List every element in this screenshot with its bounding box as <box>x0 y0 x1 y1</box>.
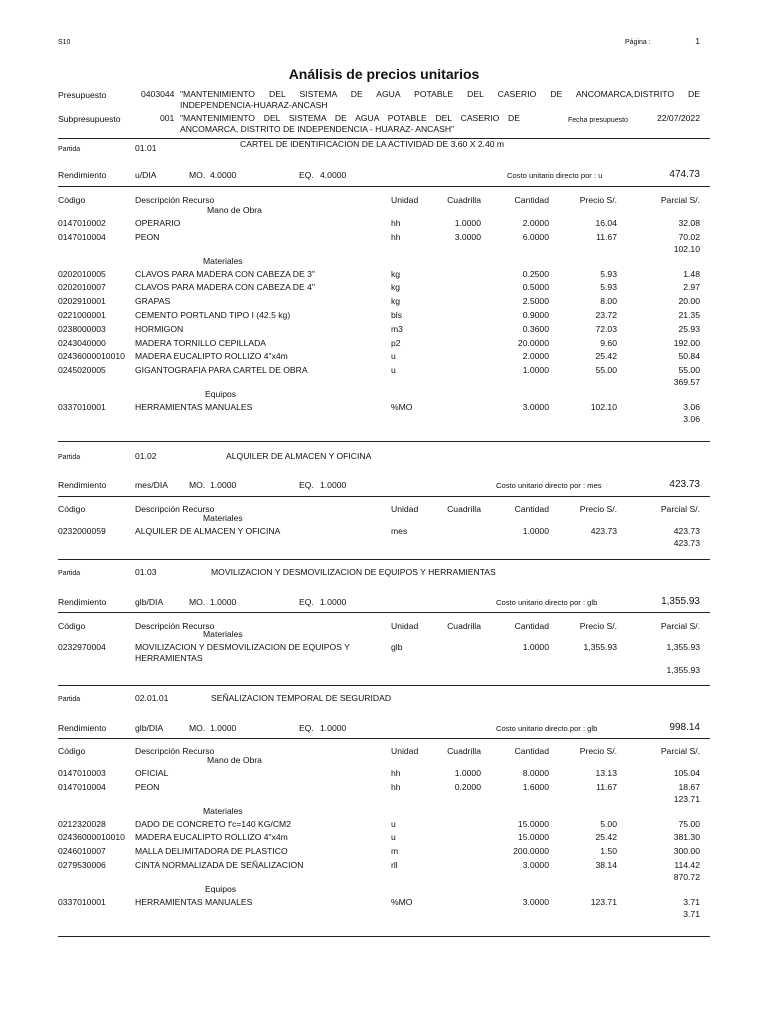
row-description: HORMIGON <box>135 323 184 334</box>
eq-value: 1.0000 <box>320 480 347 490</box>
column-header-cantidad: Cantidad <box>514 195 549 205</box>
page-title: Análisis de precios unitarios <box>288 66 480 82</box>
row-code: 0147010004 <box>58 231 106 242</box>
partida-code: 01.03 <box>135 567 157 577</box>
row-cantidad: 1.0000 <box>522 526 549 536</box>
row-cantidad: 3.0000 <box>522 860 549 870</box>
row-description: PEON <box>135 781 160 792</box>
column-header-codigo: Código <box>58 746 86 756</box>
row-cantidad: 6.0000 <box>522 231 549 242</box>
partida-label: Partida <box>58 570 81 577</box>
row-precio: 5.93 <box>600 282 617 293</box>
group-subtotal: 102.10 <box>673 243 700 254</box>
row-precio: 5.00 <box>600 818 617 829</box>
row-description: PEON <box>135 231 160 242</box>
row-parcial: 32.08 <box>678 218 700 228</box>
row-precio: 25.42 <box>595 351 617 362</box>
row-parcial: 114.42 <box>674 860 700 870</box>
row-unit: m3 <box>391 323 403 334</box>
group-name: Equipos <box>205 883 237 894</box>
row-description: MADERA EUCALIPTO ROLLIZO 4"x4m <box>135 832 288 843</box>
rendimiento-divider <box>58 186 710 187</box>
rendimiento-unit: glb/DIA <box>135 597 164 607</box>
row-parcial: 300.00 <box>673 846 700 857</box>
row-precio: 13.13 <box>595 768 617 778</box>
group-name: Materiales <box>203 805 243 816</box>
partida-divider <box>58 685 710 686</box>
row-cantidad: 200.0000 <box>513 846 549 857</box>
row-precio: 16.04 <box>595 218 617 228</box>
column-header-precio: Precio S/. <box>579 504 617 514</box>
row-code: 0202910001 <box>58 296 106 307</box>
column-header-precio: Precio S/. <box>579 746 617 756</box>
row-unit: u <box>391 365 396 376</box>
partida-name: CARTEL DE IDENTIFICACION DE LA ACTIVIDAD DE 3.60 X 2.40 m <box>240 139 505 149</box>
row-code: 0202010007 <box>58 282 106 293</box>
column-header-cuadrilla: Cuadrilla <box>447 195 481 205</box>
row-precio: 72.03 <box>595 323 617 334</box>
row-code: 0202010005 <box>58 268 106 279</box>
row-code: 0212320028 <box>58 818 106 829</box>
row-unit: rll <box>391 860 398 870</box>
row-cantidad: 2.0000 <box>522 218 549 228</box>
row-precio: 23.72 <box>595 310 617 320</box>
column-header-parcial: Parcial S/. <box>660 195 700 205</box>
column-header-descripcion: Descripción Recurso <box>135 746 215 756</box>
row-cantidad: 1.6000 <box>522 781 549 792</box>
presupuesto-description-cont: INDEPENDENCIA-HUARAZ-ANCASH <box>180 100 328 110</box>
column-header-unidad: Unidad <box>391 195 419 205</box>
row-code: 0246010007 <box>58 846 106 857</box>
row-unit: mes <box>391 526 408 536</box>
eq-label: EQ. <box>299 597 314 607</box>
subpresupuesto-label: Subpresupuesto <box>58 114 121 124</box>
row-cantidad: 15.0000 <box>517 818 549 829</box>
row-parcial: 55.00 <box>678 365 700 376</box>
row-code: 0232000059 <box>58 526 106 536</box>
row-cantidad: 0.9000 <box>522 310 549 320</box>
row-cantidad: 3.0000 <box>522 402 549 412</box>
costo-unitario-value: 423.73 <box>669 479 700 490</box>
row-cantidad: 2.5000 <box>522 296 549 307</box>
row-precio: 1,355.93 <box>583 642 617 652</box>
mo-label: MO. <box>189 480 206 490</box>
row-precio: 9.60 <box>600 337 617 348</box>
subpresupuesto-description-cont: ANCOMARCA, DISTRITO DE INDEPENDENCIA - HUARAZ- ANCASH" <box>180 124 455 134</box>
row-cuadrilla: 1.0000 <box>454 218 481 228</box>
column-header-parcial: Parcial S/. <box>660 746 700 756</box>
row-unit: p2 <box>391 337 401 348</box>
partida-divider <box>58 559 710 560</box>
row-precio: 8.00 <box>600 296 617 307</box>
partida-label: Partida <box>58 454 81 461</box>
eq-label: EQ. <box>299 480 314 490</box>
row-precio: 38.14 <box>595 860 617 870</box>
partida-divider <box>58 441 710 442</box>
partida-code: 01.01 <box>135 143 157 153</box>
page-number: 1 <box>695 36 700 46</box>
row-cantidad: 20.0000 <box>517 337 549 348</box>
mo-label: MO. <box>189 597 206 607</box>
column-header-cuadrilla: Cuadrilla <box>447 621 481 631</box>
row-description: GRAPAS <box>135 296 171 307</box>
column-header-descripcion: Descripción Recurso <box>135 195 215 205</box>
row-description: GIGANTOGRAFIA PARA CARTEL DE OBRA <box>135 365 308 376</box>
row-code: 0232970004 <box>58 642 106 652</box>
row-unit: u <box>391 832 396 843</box>
partida-name: MOVILIZACION Y DESMOVILIZACION DE EQUIPOS Y HERRAMIENTAS <box>211 567 496 577</box>
row-precio: 5.93 <box>600 268 617 279</box>
row-unit: hh <box>391 768 401 778</box>
row-code: 0245020005 <box>58 365 106 376</box>
column-header-cuadrilla: Cuadrilla <box>447 746 481 756</box>
group-name: Materiales <box>203 629 243 639</box>
column-header-cuadrilla: Cuadrilla <box>447 504 481 514</box>
column-header-codigo: Código <box>58 504 86 514</box>
row-parcial: 50.84 <box>678 351 700 362</box>
costo-unitario-value: 998.14 <box>669 722 700 733</box>
row-code: 0147010002 <box>58 218 106 228</box>
row-precio: 102.10 <box>590 402 617 412</box>
rendimiento-label: Rendimiento <box>58 723 107 733</box>
group-name: Mano de Obra <box>207 205 262 215</box>
row-precio: 25.42 <box>595 832 617 843</box>
row-unit: kg <box>391 282 401 293</box>
row-cantidad: 1.0000 <box>522 642 549 652</box>
fecha-label: Fecha presupuesto <box>568 117 628 124</box>
row-cuadrilla: 0.2000 <box>454 781 481 792</box>
presupuesto-description: "MANTENIMIENTO DEL SISTEMA DE AGUA POTABLE DEL CASERIO DE ANCOMARCA,DISTRITO DE <box>180 89 700 99</box>
row-code: 0243040000 <box>58 337 106 348</box>
row-precio: 1.50 <box>600 846 617 857</box>
row-unit: %MO <box>391 896 413 907</box>
rendimiento-unit: mes/DIA <box>135 480 168 490</box>
rendimiento-divider <box>58 738 710 739</box>
column-header-parcial: Parcial S/. <box>660 621 700 631</box>
column-header-codigo: Código <box>58 621 86 631</box>
eq-label: EQ. <box>299 170 314 180</box>
report-code: S10 <box>58 39 71 46</box>
group-subtotal: 3.71 <box>683 908 700 919</box>
partida-label: Partida <box>58 696 81 703</box>
presupuesto-code: 0403044 <box>141 89 175 99</box>
row-parcial: 1,355.93 <box>666 642 700 652</box>
column-header-unidad: Unidad <box>391 504 419 514</box>
costo-unitario-label: Costo unitario directo por : glb <box>496 724 598 733</box>
subpresupuesto-description: "MANTENIMIENTO DEL SISTEMA DE AGUA POTABLE DEL CASERIO DE <box>180 113 520 123</box>
partida-name: SEÑALIZACION TEMPORAL DE SEGURIDAD <box>211 693 392 703</box>
row-cantidad: 15.0000 <box>517 832 549 843</box>
row-parcial: 3.06 <box>683 402 700 412</box>
row-cantidad: 0.2500 <box>522 268 549 279</box>
costo-unitario-value: 1,355.93 <box>661 596 700 607</box>
mo-value: 1.0000 <box>210 597 237 607</box>
column-header-cantidad: Cantidad <box>514 621 549 631</box>
row-parcial: 105.04 <box>673 768 700 778</box>
row-description: CLAVOS PARA MADERA CON CABEZA DE 3" <box>135 268 315 279</box>
row-unit: hh <box>391 218 401 228</box>
group-subtotal: 3.06 <box>683 413 700 424</box>
row-description: OFICIAL <box>135 768 169 778</box>
row-description: MADERA TORNILLO CEPILLADA <box>135 337 267 348</box>
mo-label: MO. <box>189 170 206 180</box>
row-unit: hh <box>391 231 401 242</box>
column-header-precio: Precio S/. <box>579 621 617 631</box>
row-cuadrilla: 3.0000 <box>454 231 481 242</box>
partida-label: Partida <box>58 146 81 153</box>
row-description: CINTA NORMALIZADA DE SEÑALIZACION <box>135 860 304 870</box>
row-description: HERRAMIENTAS MANUALES <box>135 402 253 412</box>
row-parcial: 2.97 <box>683 282 700 293</box>
page-label: Página : <box>625 39 651 46</box>
row-parcial: 423.73 <box>673 526 700 536</box>
rendimiento-label: Rendimiento <box>58 170 107 180</box>
row-cantidad: 8.0000 <box>522 768 549 778</box>
column-header-descripcion: Descripción Recurso <box>135 621 215 631</box>
row-precio: 11.67 <box>596 781 617 792</box>
row-precio: 11.67 <box>596 231 617 242</box>
rendimiento-unit: glb/DIA <box>135 723 164 733</box>
row-description: HERRAMIENTAS MANUALES <box>135 896 253 907</box>
eq-label: EQ. <box>299 723 314 733</box>
group-subtotal: 423.73 <box>673 537 700 548</box>
presupuesto-label: Presupuesto <box>58 90 107 100</box>
row-code: 0221000001 <box>58 310 106 320</box>
row-code: 0238000003 <box>58 323 106 334</box>
row-unit: %MO <box>391 402 413 412</box>
row-description: MALLA DELIMITADORA DE PLASTICO <box>135 846 288 857</box>
eq-value: 1.0000 <box>320 597 347 607</box>
group-name: Equipos <box>205 389 237 399</box>
row-cantidad: 0.3600 <box>522 323 549 334</box>
group-subtotal: 123.71 <box>673 793 700 804</box>
column-header-cantidad: Cantidad <box>514 746 549 756</box>
row-parcial: 20.00 <box>678 296 700 307</box>
row-unit: u <box>391 818 396 829</box>
row-parcial: 18.67 <box>678 781 700 792</box>
partida-code: 02.01.01 <box>135 693 169 703</box>
row-parcial: 192.00 <box>673 337 700 348</box>
column-header-parcial: Parcial S/. <box>660 504 700 514</box>
mo-value: 1.0000 <box>210 723 237 733</box>
row-unit: hh <box>391 781 401 792</box>
rendimiento-divider <box>58 496 710 497</box>
row-description: CEMENTO PORTLAND TIPO I (42.5 kg) <box>135 310 291 320</box>
mo-label: MO. <box>189 723 206 733</box>
group-name: Materiales <box>203 255 243 266</box>
group-subtotal: 1,355.93 <box>666 664 700 675</box>
rendimiento-unit: u/DIA <box>135 170 157 180</box>
row-parcial: 75.00 <box>678 818 700 829</box>
mo-value: 4.0000 <box>210 170 237 180</box>
column-header-precio: Precio S/. <box>579 195 617 205</box>
column-header-unidad: Unidad <box>391 621 419 631</box>
row-cantidad: 2.0000 <box>522 351 549 362</box>
row-parcial: 25.93 <box>678 323 700 334</box>
group-subtotal: 870.72 <box>673 871 700 882</box>
rendimiento-label: Rendimiento <box>58 597 107 607</box>
row-cuadrilla: 1.0000 <box>454 768 481 778</box>
row-parcial: 381.30 <box>673 832 700 843</box>
row-unit: bls <box>391 310 402 320</box>
eq-value: 4.0000 <box>320 170 347 180</box>
row-precio: 423.73 <box>590 526 617 536</box>
row-description: MADERA EUCALIPTO ROLLIZO 4"x4m <box>135 351 288 362</box>
row-unit: glb <box>391 642 403 652</box>
fecha-value: 22/07/2022 <box>656 113 700 123</box>
row-cantidad: 3.0000 <box>522 896 549 907</box>
column-header-descripcion: Descripción Recurso <box>135 504 215 514</box>
row-cantidad: 0.5000 <box>522 282 549 293</box>
row-unit: m <box>391 846 399 857</box>
row-unit: kg <box>391 268 401 279</box>
row-unit: u <box>391 351 396 362</box>
row-code: 0337010001 <box>58 896 106 907</box>
mo-value: 1.0000 <box>210 480 237 490</box>
partida-code: 01.02 <box>135 451 157 461</box>
subpresupuesto-code: 001 <box>160 113 175 123</box>
row-precio: 123.71 <box>590 896 617 907</box>
row-parcial: 21.35 <box>678 310 700 320</box>
row-code: 02436000010010 <box>58 832 125 843</box>
row-description: MOVILIZACION Y DESMOVILIZACION DE EQUIPOS Y <box>135 642 350 652</box>
group-name: Materiales <box>203 513 243 523</box>
row-description: ALQUILER DE ALMACEN Y OFICINA <box>135 526 281 536</box>
row-parcial: 70.02 <box>678 231 700 242</box>
costo-unitario-label: Costo unitario directo por : u <box>507 171 603 180</box>
eq-value: 1.0000 <box>320 723 347 733</box>
rendimiento-label: Rendimiento <box>58 480 107 490</box>
costo-unitario-value: 474.73 <box>669 169 700 180</box>
partida-name: ALQUILER DE ALMACEN Y OFICINA <box>226 451 372 461</box>
row-description: CLAVOS PARA MADERA CON CABEZA DE 4" <box>135 282 315 293</box>
rendimiento-divider <box>58 612 710 613</box>
page-bottom-divider <box>58 936 710 937</box>
row-unit: kg <box>391 296 401 307</box>
row-parcial: 1.48 <box>683 268 700 279</box>
row-description-cont: HERRAMIENTAS <box>135 653 203 663</box>
row-cantidad: 1.0000 <box>522 365 549 376</box>
costo-unitario-label: Costo unitario directo por : glb <box>496 598 598 607</box>
row-code: 0147010003 <box>58 768 106 778</box>
column-header-cantidad: Cantidad <box>514 504 549 514</box>
row-code: 0279530006 <box>58 860 106 870</box>
row-code: 02436000010010 <box>58 351 125 362</box>
row-description: DADO DE CONCRETO f'c=140 KG/CM2 <box>135 818 291 829</box>
row-code: 0147010004 <box>58 781 106 792</box>
group-name: Mano de Obra <box>207 755 262 765</box>
group-subtotal: 369.57 <box>673 377 700 387</box>
row-precio: 55.00 <box>595 365 617 376</box>
row-parcial: 3.71 <box>683 896 700 907</box>
costo-unitario-label: Costo unitario directo por : mes <box>496 481 602 490</box>
column-header-unidad: Unidad <box>391 746 419 756</box>
row-code: 0337010001 <box>58 402 106 412</box>
column-header-codigo: Código <box>58 195 86 205</box>
row-description: OPERARIO <box>135 218 181 228</box>
